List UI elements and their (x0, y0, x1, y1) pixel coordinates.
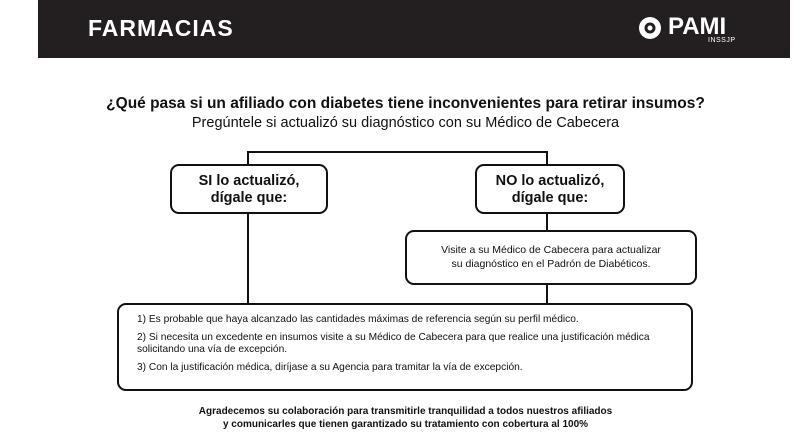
yes-updated-box (170, 164, 328, 214)
no-updated-box (475, 164, 625, 214)
no-box-line2: dígale que: (511, 190, 589, 206)
yes-box-line1: SI lo actualizó, (198, 173, 300, 189)
sub-question: Pregúntele si actualizó su diagnóstico con su Médico de Cabecera (191, 115, 620, 131)
footer-line1: Agradecemos su colaboración para transmitirle tranquilidad a todos nuestros afiliados (198, 406, 613, 417)
step-item: 1) Es probable que haya alcanzado las cantidades máximas de referencia según su perfil médico. (137, 314, 579, 325)
top-branch-connector (248, 152, 547, 164)
footer-message (0, 405, 811, 431)
step-item: 3) Con la justificación médica, diríjase a su Agencia para tramitar la vía de excepción. (137, 362, 523, 373)
logo-subtitle: INSSJP (708, 37, 736, 44)
step-item: 2) Si necesita un excedente en insumos visite a su Médico de Cabecera para que realice una justificación médica solicitando una vía de excepción. (137, 332, 650, 355)
no-box-line1: NO lo actualizó, (495, 173, 605, 189)
footer-line2: y comunicarles que tienen garantizado su tratamiento con cobertura al 100% (222, 419, 589, 430)
logo-name: PAMI (668, 13, 727, 40)
main-question: ¿Qué pasa si un afiliado con diabetes tiene inconvenientes para retirar insumos? (106, 95, 705, 112)
header-title: FARMACIAS (88, 15, 234, 41)
visit-doctor-box (405, 230, 697, 285)
visit-box-line1: Visite a su Médico de Cabecera para actualizar (441, 244, 661, 256)
steps-box (117, 303, 693, 391)
yes-box-line2: dígale que: (210, 190, 288, 206)
visit-box-line2: su diagnóstico en el Padrón de Diabéticos. (451, 258, 651, 270)
